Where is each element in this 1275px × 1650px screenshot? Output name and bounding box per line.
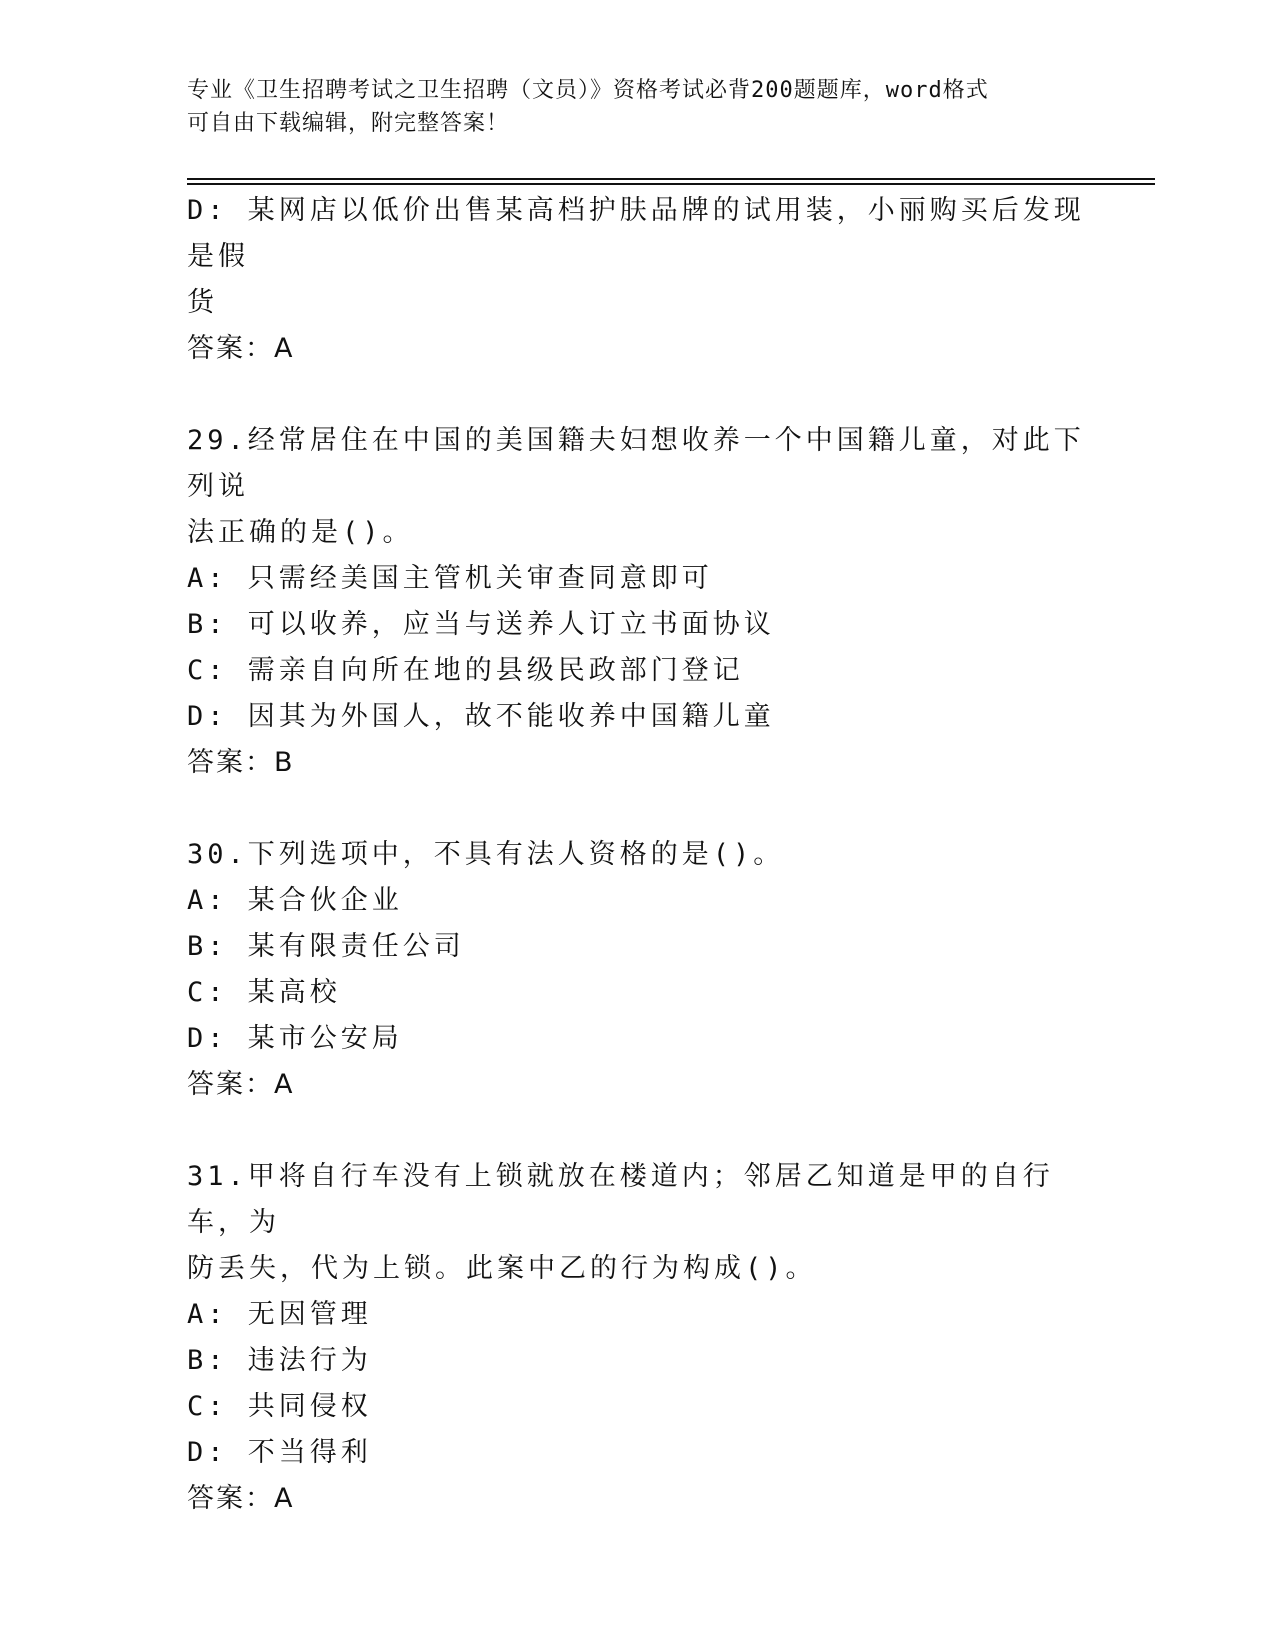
- document-header: [187, 74, 1087, 140]
- header-line-1: 专业《卫生招聘考试之卫生招聘（文员）》资格考试必背200题题库，word格式: [187, 78, 989, 103]
- question-block-28: [187, 188, 1087, 372]
- option-c: C: 需亲自向所在地的县级民政部门登记: [187, 655, 744, 686]
- answer-line: 答案：A: [187, 1069, 295, 1100]
- question-block-31: [187, 1154, 1087, 1522]
- option-a: A: 某合伙企业: [187, 885, 403, 916]
- question-text: 29.经常居住在中国的美国籍夫妇想收养一个中国籍儿童，对此下列说: [187, 425, 1085, 502]
- spacer: [187, 372, 1087, 418]
- option-b: B: 违法行为: [187, 1345, 372, 1376]
- answer-line: 答案：B: [187, 747, 295, 778]
- question-text-continuation: 法正确的是()。: [187, 517, 414, 548]
- option-c: C: 共同侵权: [187, 1391, 372, 1422]
- option-b: B: 可以收养，应当与送养人订立书面协议: [187, 609, 775, 640]
- option-a: A: 只需经美国主管机关审查同意即可: [187, 563, 713, 594]
- option-b: B: 某有限责任公司: [187, 931, 465, 962]
- answer-line: 答案：A: [187, 333, 295, 364]
- question-block-30: [187, 832, 1087, 1108]
- question-text-continuation: 防丢失，代为上锁。此案中乙的行为构成()。: [187, 1253, 817, 1284]
- option-d: D: 不当得利: [187, 1437, 372, 1468]
- answer-line: 答案：A: [187, 1483, 295, 1514]
- header-divider-bottom: [187, 183, 1155, 185]
- question-content: [187, 188, 1087, 1522]
- header-line-2: 可自由下载编辑，附完整答案！: [187, 111, 510, 136]
- option-d: D: 某网店以低价出售某高档护肤品牌的试用装，小丽购买后发现是假: [187, 195, 1085, 272]
- header-divider-top: [187, 178, 1155, 180]
- option-c: C: 某高校: [187, 977, 341, 1008]
- question-text: 30.下列选项中，不具有法人资格的是()。: [187, 839, 785, 870]
- option-d: D: 某市公安局: [187, 1023, 403, 1054]
- option-a: A: 无因管理: [187, 1299, 372, 1330]
- question-text: 31.甲将自行车没有上锁就放在楼道内；邻居乙知道是甲的自行车，为: [187, 1161, 1054, 1238]
- option-d-continuation: 货: [187, 287, 218, 318]
- question-block-29: [187, 418, 1087, 786]
- spacer: [187, 1108, 1087, 1154]
- spacer: [187, 786, 1087, 832]
- option-d: D: 因其为外国人，故不能收养中国籍儿童: [187, 701, 775, 732]
